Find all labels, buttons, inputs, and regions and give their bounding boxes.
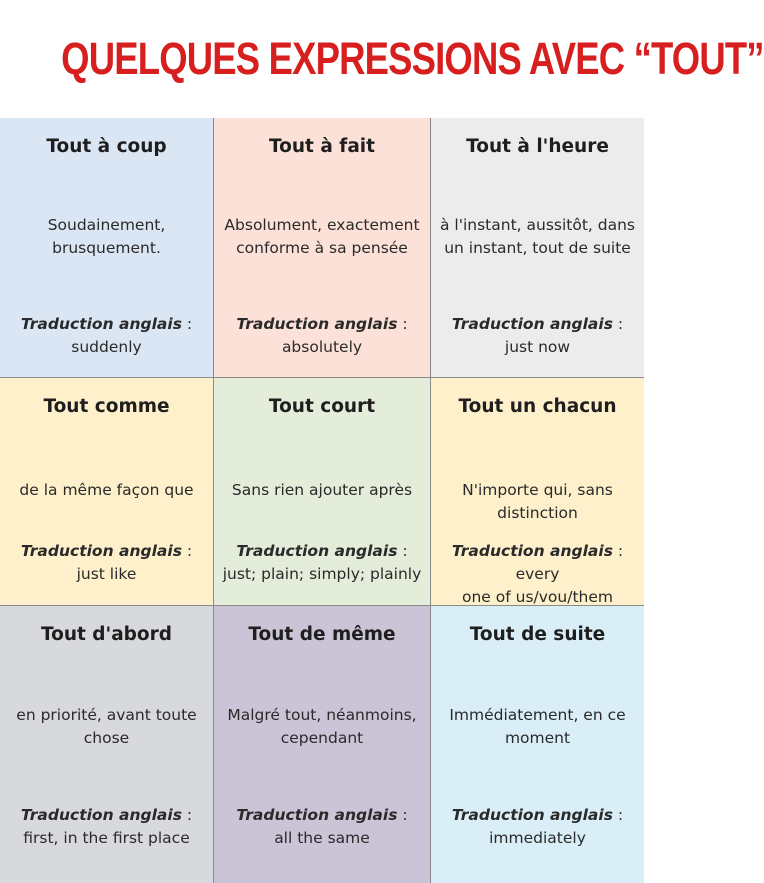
card-translation-block xyxy=(434,313,641,359)
translation-label: Traduction anglais xyxy=(236,806,398,824)
card-translation-block xyxy=(217,540,427,586)
card-translation-block xyxy=(3,313,210,359)
card-translation-block xyxy=(3,540,210,586)
card-tout-court xyxy=(214,378,431,606)
card-tout-de-suite xyxy=(431,606,644,883)
translation-label: Traduction anglais xyxy=(20,806,182,824)
card-translation-block xyxy=(434,540,641,609)
translation-label: Traduction anglais xyxy=(20,542,182,560)
card-tout-comme xyxy=(0,378,214,606)
translation-label: Traduction anglais xyxy=(451,806,613,824)
translation-value: suddenly xyxy=(71,338,142,356)
card-heading: Tout un chacun xyxy=(458,396,617,417)
card-heading: Tout de même xyxy=(248,624,396,645)
translation-value: immediately xyxy=(489,829,586,847)
translation-label: Traduction anglais xyxy=(451,542,613,560)
card-heading: Tout de suite xyxy=(469,624,606,645)
translation-value: absolutely xyxy=(281,338,363,356)
card-heading: Tout court xyxy=(268,396,376,417)
translation-separator: : every xyxy=(515,542,624,583)
card-meaning: Sans rien ajouter après xyxy=(231,481,413,499)
card-heading: Tout comme xyxy=(43,396,170,417)
page-title: QUELQUES EXPRESSIONS AVEC “TOUT” xyxy=(61,33,764,84)
card-meaning: N'importe qui, sans distinction xyxy=(462,481,613,522)
translation-separator: : xyxy=(397,542,408,560)
card-heading: Tout d'abord xyxy=(40,624,173,645)
translation-value: all the same xyxy=(274,829,370,847)
card-meaning: en priorité, avant toute chose xyxy=(16,706,197,747)
card-meaning: Malgré tout, néanmoins, cependant xyxy=(227,706,417,747)
card-meaning: Absolument, exactement conforme à sa pensée xyxy=(224,216,420,257)
translation-separator: : xyxy=(181,542,193,560)
card-tout-de-meme xyxy=(214,606,431,883)
translation-separator: : xyxy=(397,806,408,824)
card-heading: Tout à coup xyxy=(46,136,167,157)
card-translation-block xyxy=(217,313,427,359)
translation-value: just; plain; simply; plainly xyxy=(222,565,422,583)
translation-separator: : xyxy=(397,315,408,333)
translation-label: Traduction anglais xyxy=(20,315,182,333)
card-tout-dabord xyxy=(0,606,214,883)
card-heading: Tout à l'heure xyxy=(466,136,609,157)
translation-value: just like xyxy=(76,565,137,583)
translation-value: just now xyxy=(504,338,571,356)
translation-label: Traduction anglais xyxy=(451,315,613,333)
translation-separator: : xyxy=(181,315,193,333)
card-translation-block xyxy=(217,804,427,850)
card-tout-a-coup xyxy=(0,118,214,378)
translation-separator: : xyxy=(612,806,624,824)
card-tout-a-lheure xyxy=(431,118,644,378)
card-tout-a-fait xyxy=(214,118,431,378)
translation-label: Traduction anglais xyxy=(236,542,398,560)
translation-separator: : xyxy=(181,806,193,824)
card-meaning: à l'instant, aussitôt, dans un instant, tout de suite xyxy=(439,216,636,257)
card-heading: Tout à fait xyxy=(269,136,375,157)
translation-separator: : xyxy=(612,315,624,333)
card-translation-block xyxy=(434,804,641,850)
translation-label: Traduction anglais xyxy=(236,315,398,333)
translation-value: first, in the first place xyxy=(23,829,190,847)
card-meaning: de la même façon que xyxy=(19,481,194,499)
translation-value: one of us/vou/them xyxy=(462,588,613,606)
card-tout-un-chacun xyxy=(431,378,644,606)
card-translation-block xyxy=(3,804,210,850)
card-meaning: Soudainement, brusquement. xyxy=(47,216,166,257)
expressions-grid xyxy=(0,118,644,883)
card-meaning: Immédiatement, en ce moment xyxy=(449,706,626,747)
